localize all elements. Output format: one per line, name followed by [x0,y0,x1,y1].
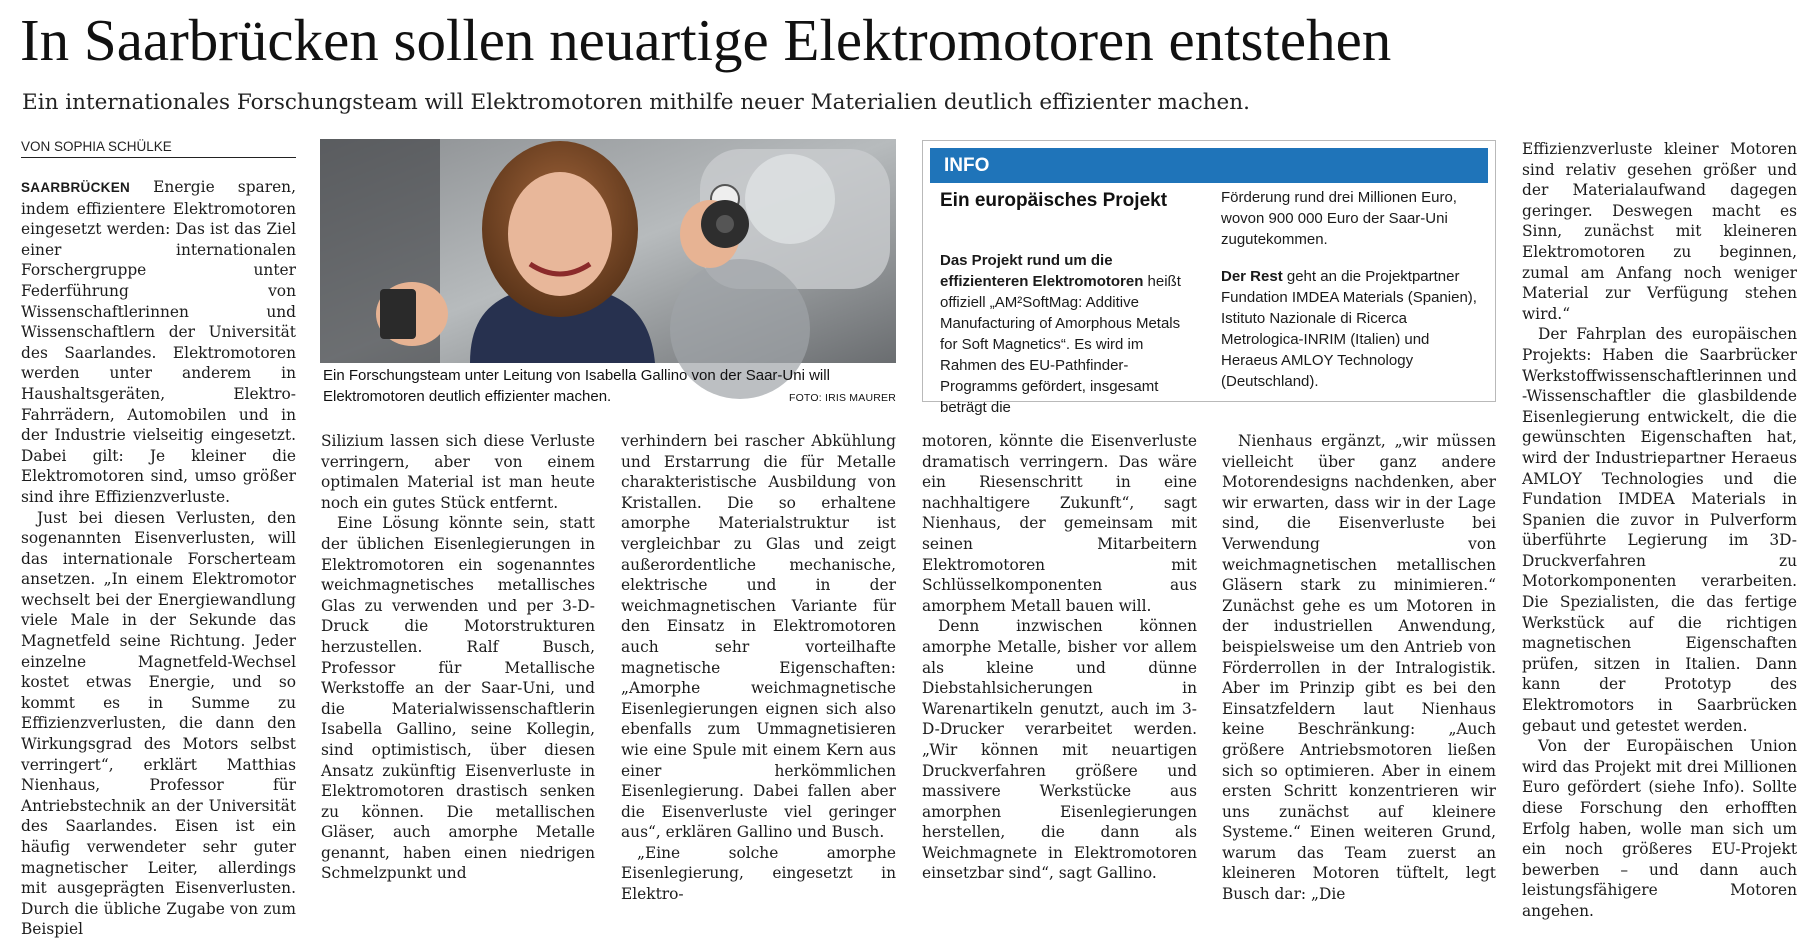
article-paragraph: Silizium lassen sich diese Verluste verringern, aber von einem optimalen Material ist man heute noch ein gutes Stück entfernt. [321,432,595,512]
photo-credit: FOTO: IRIS MAURER [788,391,896,404]
article-paragraph: Der Fahrplan des europäischen Projekts: Haben die Saarbrücker Werkstoffwissenschaftlerinnen und -Wissenschaftler die glasbildende Eisenlegierung entwickelt, die die gewünschten Eigenschaften hat, wird der Industriepartner Heraeus AMLOY Technologies und die Fundation IMDEA Materials in Spanien die zuvor in Pulverform überführte Legierung im 3D-Druckverfahren zu Motorkomponenten verarbeiten. Die Spezialisten, die das fertige Werkstück auf die richtigen magnetischen Eigenschaften prüfen, sitzen in Italien. Dann kann der Prototyp des Elektromotors in Saarbrücken gebaut und getestet werden. [1522,325,1797,735]
article-paragraph: Nienhaus ergänzt, „wir müssen vielleicht über ganz andere Motorendesigns nachdenken, aber wir erwarten, dass wir in der Lage sind, die Eisenverluste bei Verwendung von weichmagnetischen metallischen Gläsern stark zu minimieren.“ Zunächst gehe es um Motoren in der industriellen Anwendung, beispielsweise um den Antrieb von Förderrollen in der Intralogistik. Aber im Prinzip gibt es bei den Einsatzfeldern laut Nienhaus keine Beschränkung: „Auch größere Antriebsmotoren ließen sich so optimieren. Aber in einem ersten Schritt konzentrieren wir uns zunächst auf kleinere Systeme.“ Einen weiteren Grund, warum das Team zuerst an kleineren Motoren tüftelt, legt Busch dar: „Die [1222,432,1496,904]
article-column-5 [1222,431,1496,904]
info-column-2 [1221,183,1483,392]
headline: In Saarbrücken sollen neuartige Elektromotoren entstehen [20,7,1392,73]
article-column-6 [1522,139,1797,920]
article-column-3 [621,431,896,904]
article-paragraph: verhindern bei rascher Abkühlung und Erstarrung die für Metalle charakteristische Ausbildung von Kristallen. Die so erhaltene amorphe Materialstruktur ist vergleichbar zu Glas und zeigt außerordentliche mechanische, elektrische und in der weichmagnetischen Variante für den Einsatz in Elektromotoren auch sehr vorteilhafte magnetische Eigenschaften: „Amorphe weichmagnetische Eisenlegierungen eignen sich also ebenfalls zum Ummagnetisieren wie eine Spule mit einem Kern aus einer herkömmlichen Eisenlegierung. Dabei fallen aber die Eisenverluste viel geringer aus“, erklären Gallino und Busch. [621,432,896,842]
photo-caption: Ein Forschungsteam unter Leitung von Isabella Gallino von der Saar-Uni will Elektromotoren deutlich effizienter machen. FOTO: IRIS MAURER [323,366,896,408]
info-box [922,140,1496,416]
article-column-1 [21,177,296,939]
info-lead: Das Projekt rund um die effizienteren Elektromotoren [940,252,1144,290]
dateline: SAARBRÜCKEN [21,180,131,195]
article-paragraph: Just bei diesen Verlusten, den sogenannten Eisenverlusten, will das internationale Forscherteam ansetzen. „In einem Elektromotor wechselt bei der Energiewandlung viele Male in der Sekunde das Magnetfeld seine Richtung. Jeder einzelne Magnetfeld-Wechsel kostet etwas Energie, und so kommt es in Summe zu Effizienzverlusten, die dann den Wirkungsgrad des Motors selbst verringert“, erklärt Matthias Nienhaus, Professor für Antriebstechnik an der Universität des Saarlandes. Eisen ist ein häufig verwendeter sehr guter magnetischer Leiter, allerdings mit ausgeprägten Eisenverlusten. Durch die übliche Zugabe von zum Beispiel [21,508,296,939]
article-paragraph: Eine Lösung könnte sein, statt der üblichen Eisenlegierungen in Elektromotoren ein sogenanntes weichmagnetisches metallisches Glas zu verwenden und per 3-D-Druck die Motorstrukturen herzustellen. Ralf Busch, Professor für Metallische Werkstoffe an der Saar-Uni, und die Materialwissenschaftlerin Isabella Gallino, seine Kollegin, sind optimistisch, über diesen Ansatz zukünftig Eisenverluste in Elektromotoren drastisch senken zu können. Die metallischen Gläser, auch amorphe Metalle genannt, haben einen niedrigen Schmelzpunkt und [321,514,595,883]
info-paragraph: Förderung rund drei Millionen Euro, wovon 900 000 Euro der Saar-Uni zugutekommen. [1221,189,1457,248]
info-lead: Der Rest [1221,268,1283,285]
info-title: Ein europäisches Projekt [940,190,1168,211]
info-column-1: Das Projekt rund um die effizienteren Elektromotoren heißt offiziell „AM²SoftMag: Additive Manufacturing of Amorphous Metals for Soft Magnetics“. Es wird im Rahmen des EU-Pathfinder-Programms gefördert, insgesamt beträgt die [940,252,1181,416]
article-column-2 [321,431,595,883]
info-label: INFO [930,148,1488,183]
article-paragraph: SAARBRÜCKEN Energie sparen, indem effizientere Elektromotoren eingesetzt werden: Das ist das Ziel einer internationalen Forschergruppe unter Federführung von Wissenschaftlerinnen und Wissenschaftlern der Universität des Saarlandes. Elektromotoren werden unter anderem in Haushaltsgeräten, Elektro-Fahrrädern, Automobilen und in der Industrie vielseitig eingesetzt. Dabei gilt: Je kleiner die Elektromotoren sind, umso größer sind ihre Effizienzverluste. [21,178,296,506]
subheadline: Ein internationales Forschungsteam will Elektromotoren mithilfe neuer Materialien deutlich effizienter machen. [22,90,1250,115]
article-photo [320,139,896,363]
info-paragraph: Der Rest geht an die Projektpartner Fundation IMDEA Materials (Spanien), Istituto Nazionale di Ricerca Metrologica-INRIM (Italien) und Heraeus AMLOY Technology (Deutschland). [1221,268,1477,390]
article-column-4 [922,431,1197,883]
article-paragraph: Von der Europäischen Union wird das Projekt mit drei Millionen Euro gefördert (siehe Info). Sollte diese Forschung den erhofften Erfolg haben, wolle man sich um ein noch größeres EU-Projekt bewerben – und dann auch leistungsfähigere Motoren angehen. [1522,737,1797,920]
article-paragraph: Effizienzverluste kleiner Motoren sind relativ gesehen größer und der Materialaufwand dagegen geringer. Deswegen macht es Sinn, zunächst mit kleineren Elektromotoren zu beginnen, zumal am Anfang noch weniger Material zur Verfügung stehen wird.“ [1522,140,1797,323]
byline: VON SOPHIA SCHÜLKE [21,139,296,158]
article-paragraph: „Eine solche amorphe Eisenlegierung, eingesetzt in Elektro- [621,843,896,904]
researcher-photo-illustration [320,139,896,363]
article-paragraph: motoren, könnte die Eisenverluste dramatisch verringern. Das wäre ein Riesenschritt in eine nachhaltigere Zukunft“, sagt Nienhaus, der gemeinsam mit seinen Mitarbeitern Elektromotoren mit Schlüsselkomponenten aus amorphem Metall bauen will. [922,432,1197,615]
article-paragraph: Denn inzwischen können amorphe Metalle, bisher vor allem als kleine und dünne Diebstahlsicherungen in Warenartikeln genutzt, auch im 3-D-Drucker verarbeitet werden. „Wir können mit neuartigen Druckverfahren größere und massivere Werkstücke aus amorphen Eisenlegierungen herstellen, die dann als Weichmagnete in Elektromotoren einsetzbar sind“, sagt Gallino. [922,617,1197,883]
